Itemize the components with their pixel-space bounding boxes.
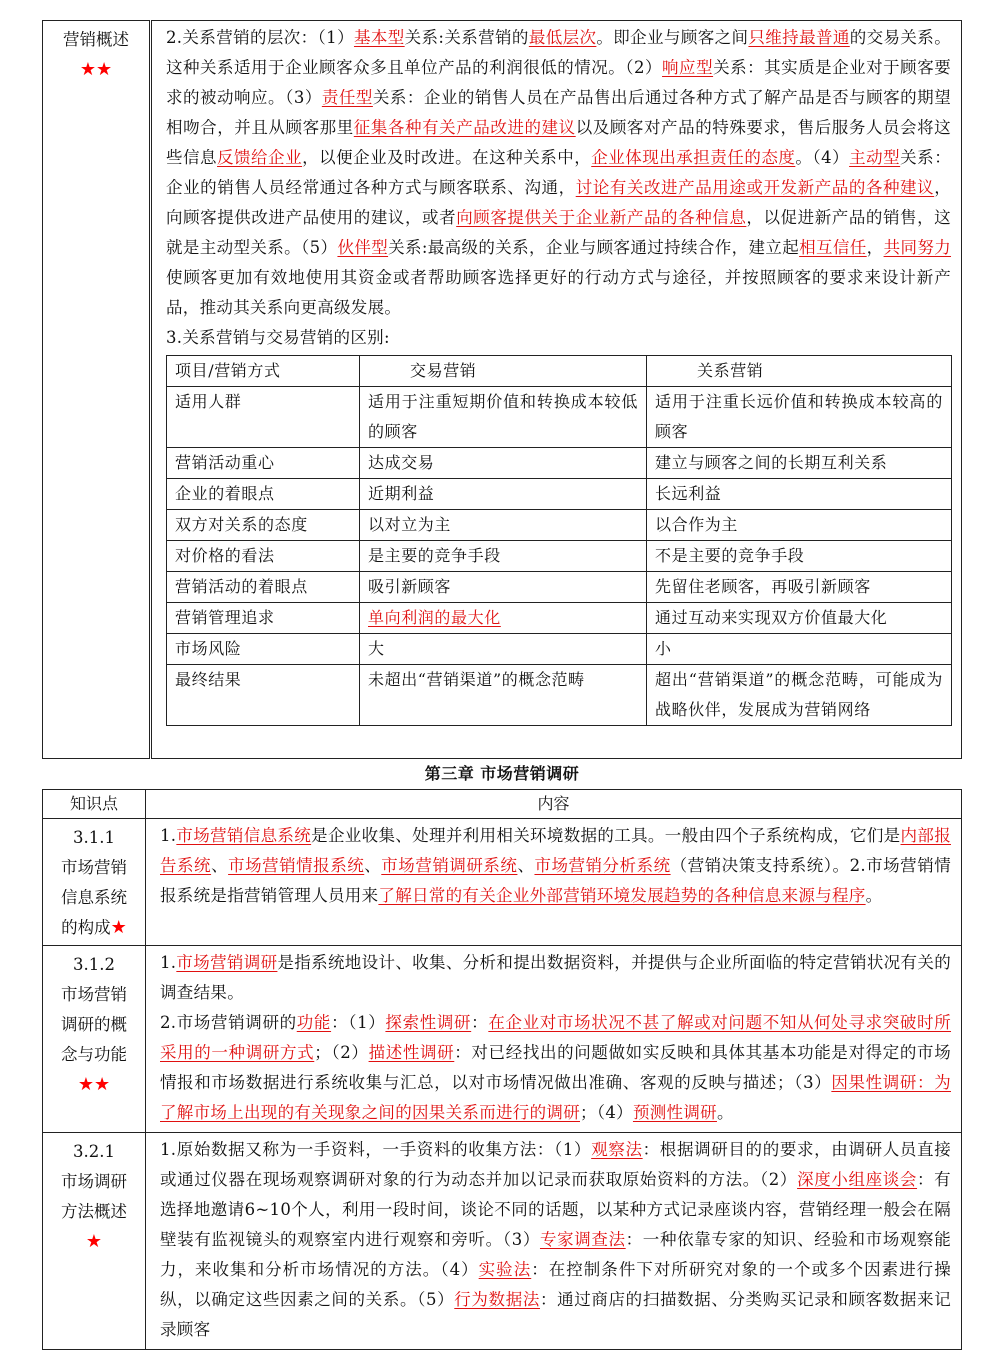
comparison-header-row [167,356,952,387]
table-row [167,448,952,479]
table-row [167,510,952,541]
topic-label: 营销概述 [63,30,129,49]
knowledge-name-line: 市场营销 [61,985,127,1004]
relationship-value: 适用于注重长远价值和转换成本较高的顾客 [647,387,952,448]
table-row [167,541,952,572]
transactional-value: 是主要的竞争手段 [360,541,647,572]
importance-stars: ★★ [77,1074,111,1095]
row-label: 最终结果 [167,665,360,726]
knowledge-name-line: 信息系统 [61,888,127,907]
knowledge-row-3-1-2 [43,946,962,1133]
knowledge-name-line: 方法概述 [61,1202,127,1221]
transactional-value: 近期利益 [360,479,647,510]
knowledge-point-cell [43,819,146,946]
section-marketing-overview-table [42,20,962,759]
relationship-value: 不是主要的竞争手段 [647,541,952,572]
relationship-levels-paragraph: 2.关系营销的层次：（1）基本型关系:关系营销的最低层次。即企业与顾客之间只维持最普通的交易关系。这种关系适用于企业顾客众多且单位产品的利润很低的情况。（2）响应型关系：其实质是企业对于顾客要求的被动响应。（3）责任型关系：企业的销售人员在产品售出后通过各种方式了解产品是否与顾客的期望相吻合，并且从顾客那里征集各种有关产品改进的建议以及顾客对产品的特殊要求，售后服务人员会将这些信息反馈给企业，以便企业及时改进。在这种关系中，企业体现出承担责任的态度。（4）主动型关系：企业的销售人员经常通过各种方式与顾客联系、沟通，讨论有关改进产品用途或开发新产品的各种建议，向顾客提供改进产品使用的建议，或者向顾客提供关于企业新产品的各种信息，以促进新产品的销售，这就是主动型关系。（5）伙伴型关系:最高级的关系，企业与顾客通过持续合作，建立起相互信任，共同努力使顾客更加有效地使用其资金或者帮助顾客选择更好的行动方式与途径，并按照顾客的要求来设计新产品，推动其关系向更高级发展。 [166,28,952,317]
knowledge-name-line: 市场调研 [61,1172,127,1191]
knowledge-row-3-2-1 [43,1133,962,1350]
content-cell [151,21,962,759]
main-header-row [43,790,962,819]
knowledge-name-line: 调研的概 [61,1015,127,1034]
header-relationship: 关系营销 [647,356,952,387]
knowledge-name-line: 念与功能 [61,1045,127,1064]
document-page [42,20,962,1350]
transactional-value: 吸引新顾客 [360,572,647,603]
table-row [167,634,952,665]
transactional-value: 单向利润的最大化 [360,603,647,634]
header-transactional: 交易营销 [360,356,647,387]
row-label: 营销活动重心 [167,448,360,479]
table-row [167,603,952,634]
relationship-value: 通过互动来实现双方价值最大化 [647,603,952,634]
table-row [167,479,952,510]
row-label: 适用人群 [167,387,360,448]
table-row [167,572,952,603]
content-cell [146,946,962,1133]
header-content: 内容 [146,790,962,819]
transactional-value: 适用于注重短期价值和转换成本较低的顾客 [360,387,647,448]
header-knowledge-point: 知识点 [43,790,146,819]
row-label: 双方对关系的态度 [167,510,360,541]
content-cell: 1.原始数据又称为一手资料，一手资料的收集方法：（1）观察法：根据调研目的的要求，由调研人员直接或通过仪器在现场观察调研对象的行为动态并加以记录而获取原始资料的方法。（2）深度小组座谈会：有选择地邀请6~10个人，利用一段时间，谈论不同的话题，以某种方式记录座谈内容，营销经理一般会在隔壁装有监视镜头的观察室内进行观察和旁听。（3）专家调查法：一种依靠专家的知识、经验和市场观察能力，来收集和分析市场情况的方法。（4）实验法：在控制条件下对所研究对象的一个或多个因素进行操纵，以确定这些因素之间的关系。（5）行为数据法：通过商店的扫描数据、分类购买记录和顾客数据来记录顾客 [146,1133,962,1350]
transactional-value: 达成交易 [360,448,647,479]
row-label: 对价格的看法 [167,541,360,572]
importance-stars: ★ [85,1231,103,1252]
table-row [167,665,952,726]
transactional-value: 大 [360,634,647,665]
knowledge-code: 3.1.2 [73,955,115,974]
relationship-value: 长远利益 [647,479,952,510]
knowledge-name-line: 的构成★ [61,917,127,938]
transactional-value: 以对立为主 [360,510,647,541]
comparison-table [166,355,952,726]
row-label: 企业的着眼点 [167,479,360,510]
knowledge-row-3-1-1 [43,819,962,946]
knowledge-point-cell [43,21,151,759]
importance-stars: ★ [110,917,127,938]
research-functions: 2.市场营销调研的功能：（1）探索性调研：在企业对市场状况不甚了解或对问题不知从何处寻求突破时所采用的一种调研方式；（2）描述性调研：对已经找出的问题做如实反映和具体其基本功能是对得定的市场情报和市场数据进行系统收集与汇总，以对市场情况做出准确、客观的反映与描述；（3）因果性调研：为了解市场上出现的有关现象之间的因果关系而进行的调研；（4）预测性调研。 [160,1013,952,1122]
row-label: 营销活动的着眼点 [167,572,360,603]
knowledge-point-cell [43,946,146,1133]
knowledge-code: 3.2.1 [73,1142,115,1161]
knowledge-point-cell [43,1133,146,1350]
knowledge-code: 3.1.1 [73,828,115,847]
row-label: 市场风险 [167,634,360,665]
comparison-title: 3.关系营销与交易营销的区别: [166,328,390,347]
relationship-value: 小 [647,634,952,665]
relationship-value: 先留住老顾客，再吸引新顾客 [647,572,952,603]
relationship-value: 建立与顾客之间的长期互利关系 [647,448,952,479]
importance-stars: ★★ [79,59,113,80]
row-label: 营销管理追求 [167,603,360,634]
chapter-three-table [42,789,962,1350]
relationship-value: 以合作为主 [647,510,952,541]
content-cell: 1.市场营销信息系统是企业收集、处理并利用相关环境数据的工具。一般由四个子系统构成，它们是内部报告系统、市场营销情报系统、市场营销调研系统、市场营销分析系统（营销决策支持系统）。2.市场营销情报系统是指营销管理人员用来了解日常的有关企业外部营销环境发展趋势的各种信息来源与程序。 [146,819,962,946]
table-row [167,387,952,448]
research-definition: 1.市场营销调研是指系统地设计、收集、分析和提出数据资料，并提供与企业所面临的特定营销状况有关的调查结果。 [160,953,952,1002]
relationship-value: 超出“营销渠道”的概念范畴，可能成为战略伙伴，发展成为营销网络 [647,665,952,726]
header-item: 项目/营销方式 [167,356,360,387]
knowledge-name-line: 市场营销 [61,858,127,877]
chapter-title: 第三章 市场营销调研 [424,764,580,783]
transactional-value: 未超出“营销渠道”的概念范畴 [360,665,647,726]
